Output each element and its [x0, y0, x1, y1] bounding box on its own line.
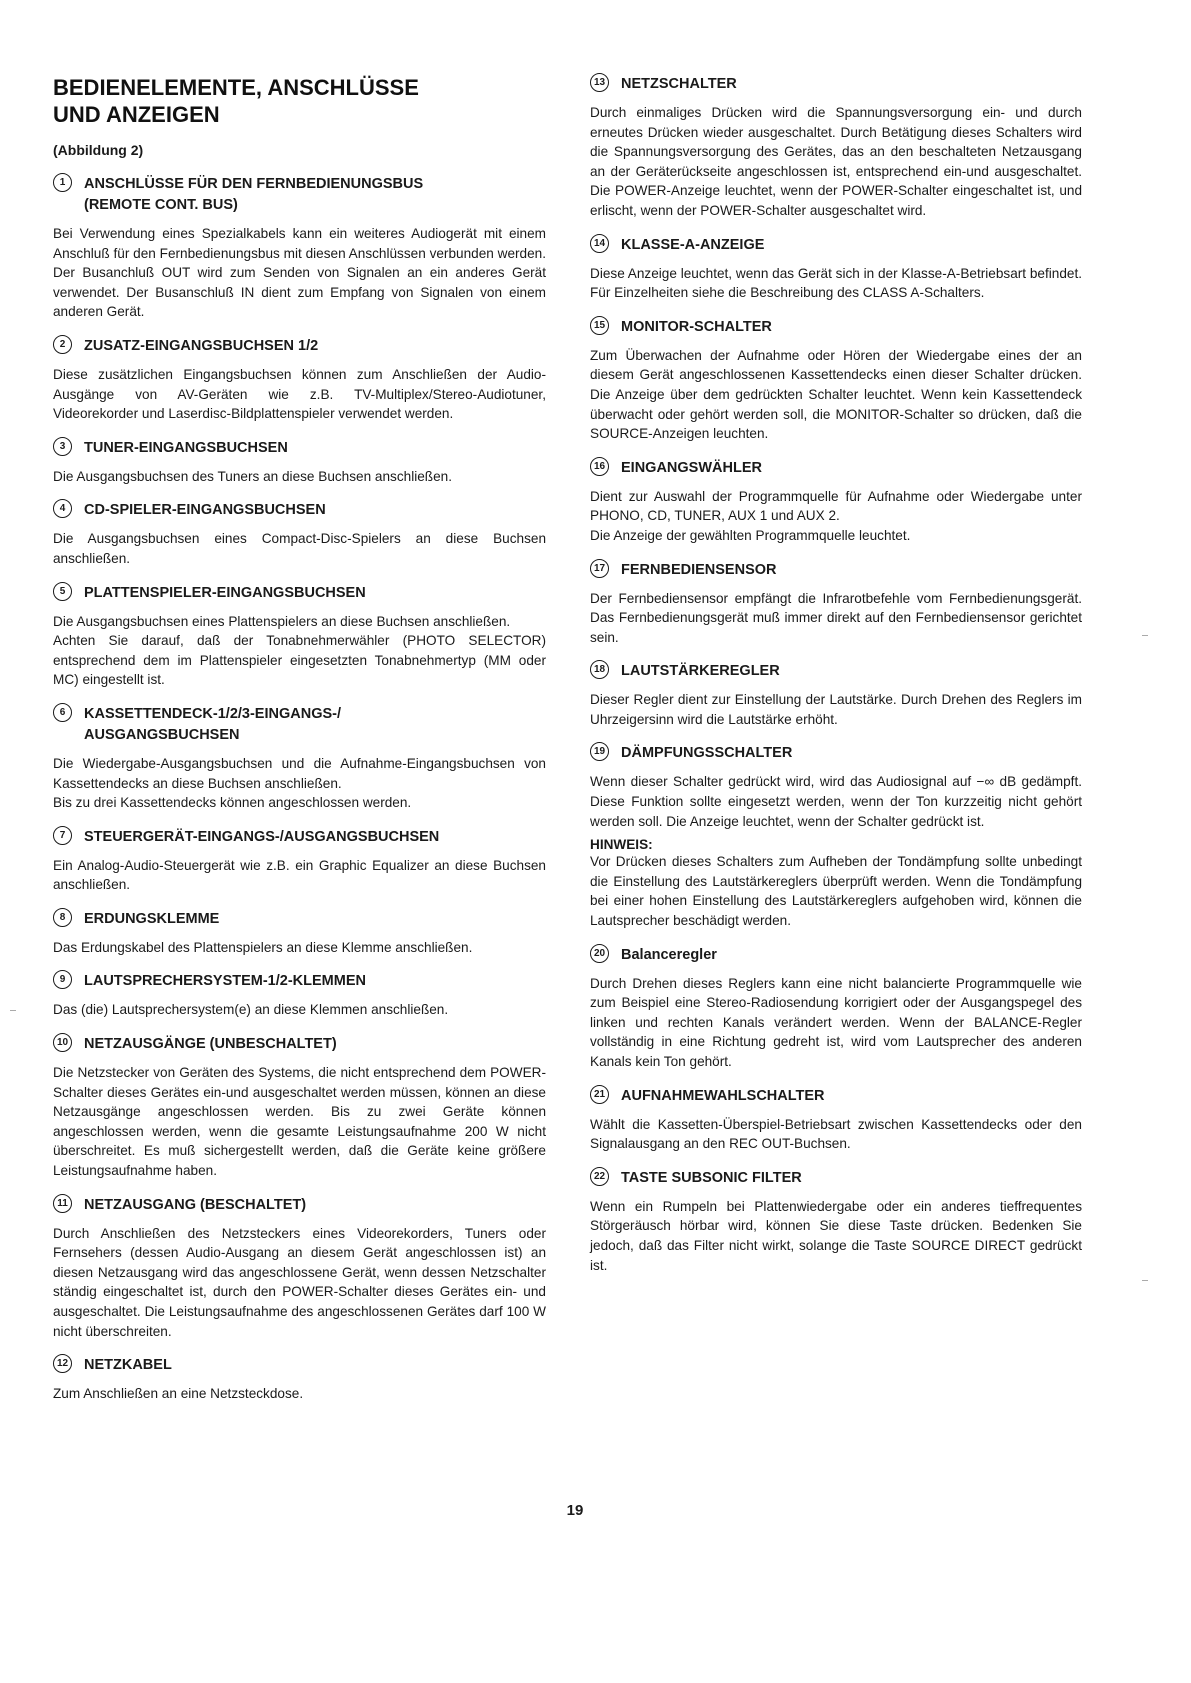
- section-text: Ein Analog-Audio-Steuergerät wie z.B. ein Graphic Equalizer an diese Buchsen anschließen.: [53, 857, 546, 893]
- section-heading: DÄMPFUNGSSCHALTER: [621, 745, 793, 762]
- section-14: [590, 235, 1082, 303]
- section-12: [53, 1355, 546, 1404]
- item-number-badge: 3: [53, 437, 72, 456]
- item-number-badge: 7: [53, 826, 72, 845]
- section-text: Durch Anschließen des Netzsteckers eines Videorekorders, Tuners oder Fernsehers (dessen Audio-Ausgang an diesem Gerät angeschlossen ist) an diesen Netzausgang wird das angeschlossene Gerät, wenn dessen Netzschalter ständig eingeschaltet ist, durch den POWER-Schalter dieses Gerätes ein- und ausgeschaltet. Die Leistungsaufnahme des angeschlossenen Gerätes darf 100 W nicht überschreiten.: [53, 1225, 546, 1339]
- item-number-badge: 6: [53, 703, 72, 722]
- section-text: Zum Überwachen der Aufnahme oder Hören der Wiedergabe eines der an diesem Gerät angeschlossenen Kassettendecks einen dieser Schalter drücken. Die Anzeige über dem gedrückten Schalter leuchtet. Wenn kein Kassettendeck überwacht oder gehört werden soll, die MONITOR-Schalter so drücken, daß die SOURCE-Anzeigen leuchten.: [590, 347, 1082, 442]
- item-number-badge: 9: [53, 970, 72, 989]
- item-number-badge: 17: [590, 559, 609, 578]
- item-number-badge: 5: [53, 582, 72, 601]
- item-number-badge: 11: [53, 1194, 72, 1213]
- section-3: [53, 438, 546, 487]
- item-number-badge: 4: [53, 499, 72, 518]
- section-heading: ZUSATZ-EINGANGSBUCHSEN 1/2: [84, 337, 319, 354]
- section-18: [590, 661, 1082, 729]
- section-heading: LAUTSTÄRKEREGLER: [621, 663, 780, 680]
- section-heading: NETZAUSGANG (BESCHALTET): [84, 1196, 307, 1213]
- section-8: [53, 909, 546, 958]
- section-heading: KASSETTENDECK-1/2/3-EINGANGS-/ AUSGANGSBUCHSEN: [84, 705, 342, 743]
- section-heading: ANSCHLÜSSE FÜR DEN FERNBEDIENUNGSBUS (REMOTE CONT. BUS): [84, 176, 424, 213]
- item-number-badge: 21: [590, 1085, 609, 1104]
- section-2: [53, 336, 546, 424]
- section-13: [590, 74, 1082, 221]
- item-number-badge: 14: [590, 234, 609, 253]
- item-number-badge: 19: [590, 742, 609, 761]
- section-21: [590, 1086, 1082, 1154]
- section-10: [53, 1034, 546, 1181]
- scan-margin-mark: [10, 1010, 16, 1011]
- section-text: Zum Anschließen an eine Netzsteckdose.: [53, 1386, 304, 1402]
- item-number-badge: 13: [590, 73, 609, 92]
- section-heading: TUNER-EINGANGSBUCHSEN: [84, 439, 288, 456]
- page-title: BEDIENELEMENTE, ANSCHLÜSSE UND ANZEIGEN: [53, 75, 419, 127]
- section-text: Die Ausgangsbuchsen eines Plattenspielers an diese Buchsen anschließen. Achten Sie darauf, daß der Tonabnehmerwähler (PHOTO SELECTOR) entsprechend dem im Plattenspieler eingesetzten Tonabnehmertyp (MM oder MC) eingestellt ist.: [53, 613, 546, 688]
- section-text: Der Fernbediensensor empfängt die Infrarotbefehle vom Fernbedienungsgerät. Das Fernbedienungsgerät muß immer direkt auf den Fernbediensensor gerichtet sein.: [590, 590, 1082, 645]
- item-number-badge: 2: [53, 335, 72, 354]
- section-heading: AUFNAHMEWAHLSCHALTER: [621, 1087, 825, 1104]
- scan-margin-mark: [1142, 635, 1148, 636]
- section-heading: CD-SPIELER-EINGANGSBUCHSEN: [84, 502, 326, 519]
- section-heading: Balanceregler: [621, 946, 717, 963]
- section-text: Wenn ein Rumpeln bei Plattenwiedergabe oder ein anderes tieffrequentes Störgeräusch hörbar wird, können Sie diese Taste drücken. Bedenken Sie jedoch, daß das Filter nicht wirkt, solange die Taste SOURCE DIRECT gedrückt ist.: [590, 1198, 1082, 1273]
- section-7: [53, 827, 546, 895]
- section-15: [590, 317, 1082, 444]
- section-9: [53, 971, 546, 1020]
- scan-margin-mark: [1142, 1280, 1148, 1281]
- note-label: HINWEIS:: [590, 837, 653, 853]
- section-4: [53, 500, 546, 568]
- section-text: Die Wiedergabe-Ausgangsbuchsen und die Aufnahme-Eingangsbuchsen von Kassettendecks an diese Buchsen anschließen. Bis zu drei Kassettendecks können angeschlossen werden.: [53, 755, 546, 811]
- right-column: [590, 74, 1082, 1289]
- section-heading: EINGANGSWÄHLER: [621, 459, 762, 476]
- section-19: [590, 743, 1082, 930]
- section-heading: NETZKABEL: [84, 1357, 172, 1374]
- section-text: Das Erdungskabel des Plattenspielers an diese Klemme anschließen.: [53, 939, 473, 955]
- section-text: Dieser Regler dient zur Einstellung der Lautstärke. Durch Drehen des Reglers im Uhrzeigersinn wird die Lautstärke erhöht.: [590, 692, 1082, 727]
- note-text: Vor Drücken dieses Schalters zum Aufheben der Tondämpfung sollte unbedingt die Einstellung des Lautstärkereglers überprüft werden. Wenn die Tondämpfung bei einer hohen Einstellung des Lautstärkereglers aufgehoben wird, können die Lautsprecher beschädigt werden.: [590, 854, 1082, 929]
- item-number-badge: 16: [590, 457, 609, 476]
- section-heading: MONITOR-SCHALTER: [621, 318, 772, 335]
- section-heading: LAUTSPRECHERSYSTEM-1/2-KLEMMEN: [84, 973, 366, 990]
- section-heading: PLATTENSPIELER-EINGANGSBUCHSEN: [84, 584, 366, 601]
- section-20: [590, 945, 1082, 1072]
- item-number-badge: 15: [590, 316, 609, 335]
- left-column: [53, 74, 546, 1418]
- item-number-badge: 10: [53, 1033, 72, 1052]
- item-number-badge: 18: [590, 660, 609, 679]
- item-number-badge: 22: [590, 1167, 609, 1186]
- section-text: Bei Verwendung eines Spezialkabels kann ein weiteres Audiogerät mit einem Anschluß für den Fernbedienungsbus mit diesen Anschlüssen verbunden werden. Der Busanchluß OUT wird zum Senden von Signalen an ein anderes Gerät verwendet. Der Busanschluß IN dient zum Empfang von Signalen von einem anderen Gerät.: [53, 226, 546, 320]
- section-6: [53, 704, 546, 813]
- page-number: 19: [566, 1502, 584, 1519]
- item-number-badge: 12: [53, 1354, 72, 1373]
- section-16: [590, 458, 1082, 546]
- section-text: Durch Drehen dieses Reglers kann eine nicht balancierte Programmquelle wie zum Beispiel eine Stereo-Radiosendung korrigiert oder der Ausgangspegel des linken und rechten Kanals verändert werden. Wenn der BALANCE-Regler vollständig in eine Richtung gedreht ist, wird vom Lautsprecher des anderen Kanals kein Ton gehört.: [590, 975, 1082, 1069]
- section-text: Dient zur Auswahl der Programmquelle für Aufnahme oder Wiedergabe unter PHONO, CD, TUNER, AUX 1 und AUX 2. Die Anzeige der gewählten Programmquelle leuchtet.: [590, 488, 1082, 543]
- section-text: Die Ausgangsbuchsen eines Compact-Disc-Spielers an diese Buchsen anschließen.: [53, 531, 546, 566]
- item-number-badge: 8: [53, 908, 72, 927]
- item-number-badge: 20: [590, 944, 609, 963]
- section-heading: ERDUNGSKLEMME: [84, 910, 220, 927]
- section-text: Wählt die Kassetten-Überspiel-Betriebsart zwischen Kassettendecks oder den Signalausgang an den REC OUT-Buchsen.: [590, 1116, 1082, 1152]
- section-heading: NETZAUSGÄNGE (UNBESCHALTET): [84, 1036, 337, 1053]
- section-text: Wenn dieser Schalter gedrückt wird, wird das Audiosignal auf −∞ dB gedämpft. Diese Funktion sollte eingesetzt werden, wenn der Ton kurzzeitig nicht gehört werden soll. Die Anzeige leuchtet, wenn der Schalter gedrückt ist.: [590, 774, 1082, 829]
- section-heading: TASTE SUBSONIC FILTER: [621, 1169, 802, 1186]
- section-heading: NETZSCHALTER: [621, 76, 737, 92]
- item-number-badge: 1: [53, 173, 72, 192]
- section-1: [53, 174, 546, 322]
- section-11: [53, 1195, 546, 1342]
- section-heading: FERNBEDIENSENSOR: [621, 561, 777, 578]
- section-heading: KLASSE-A-ANZEIGE: [621, 236, 765, 253]
- section-text: Diese zusätzlichen Eingangsbuchsen können zum Anschließen der Audio-Ausgänge von AV-Geräten wie z.B. TV-Multiplex/Stereo-Audiotuner, Videorekorder und Laserdisc-Bildplattenspieler verwendet werden.: [53, 366, 546, 422]
- section-heading: STEUERGERÄT-EINGANGS-/AUSGANGSBUCHSEN: [84, 828, 440, 845]
- section-17: [590, 560, 1082, 648]
- section-22: [590, 1168, 1082, 1275]
- section-text: Das (die) Lautsprechersystem(e) an diese Klemmen anschließen.: [53, 1002, 449, 1018]
- section-text: Durch einmaliges Drücken wird die Spannungsversorgung ein- und durch erneutes Drücken wieder ausgeschaltet. Durch Betätigung dieses Schalters wird die Spannungsversorgung des Gerätes, das an den beschalteten Netzausgang an der Geräterückseite angeschlossen ist, entsprechend ein-und ausgeschaltet. Die POWER-Anzeige leuchtet, wenn der POWER-Schalter eingeschaltet ist, und erlischt, wenn der POWER-Schalter ausgeschaltet wird.: [590, 105, 1082, 218]
- section-5: [53, 583, 546, 690]
- section-text: Diese Anzeige leuchtet, wenn das Gerät sich in der Klasse-A-Betriebsart befindet. Für Einzelheiten siehe die Beschreibung des CLASS A-Schalters.: [590, 265, 1082, 301]
- figure-reference: (Abbildung 2): [53, 142, 144, 158]
- section-text: Die Ausgangsbuchsen des Tuners an diese Buchsen anschließen.: [53, 468, 453, 484]
- section-text: Die Netzstecker von Geräten des Systems, die nicht entsprechend dem POWER-Schalter dieses Gerätes ein-und ausgeschaltet werden müssen, können an diese Netzausgänge angeschlossen werden. Bis zu zwei Geräte können angeschlossen werden, wenn die gesamte Leistungsaufnahme 200 W nicht überschreitet. Es muß sichergestellt werden, daß die Geräte keine größere Leistungsaufnahme haben.: [53, 1065, 546, 1179]
